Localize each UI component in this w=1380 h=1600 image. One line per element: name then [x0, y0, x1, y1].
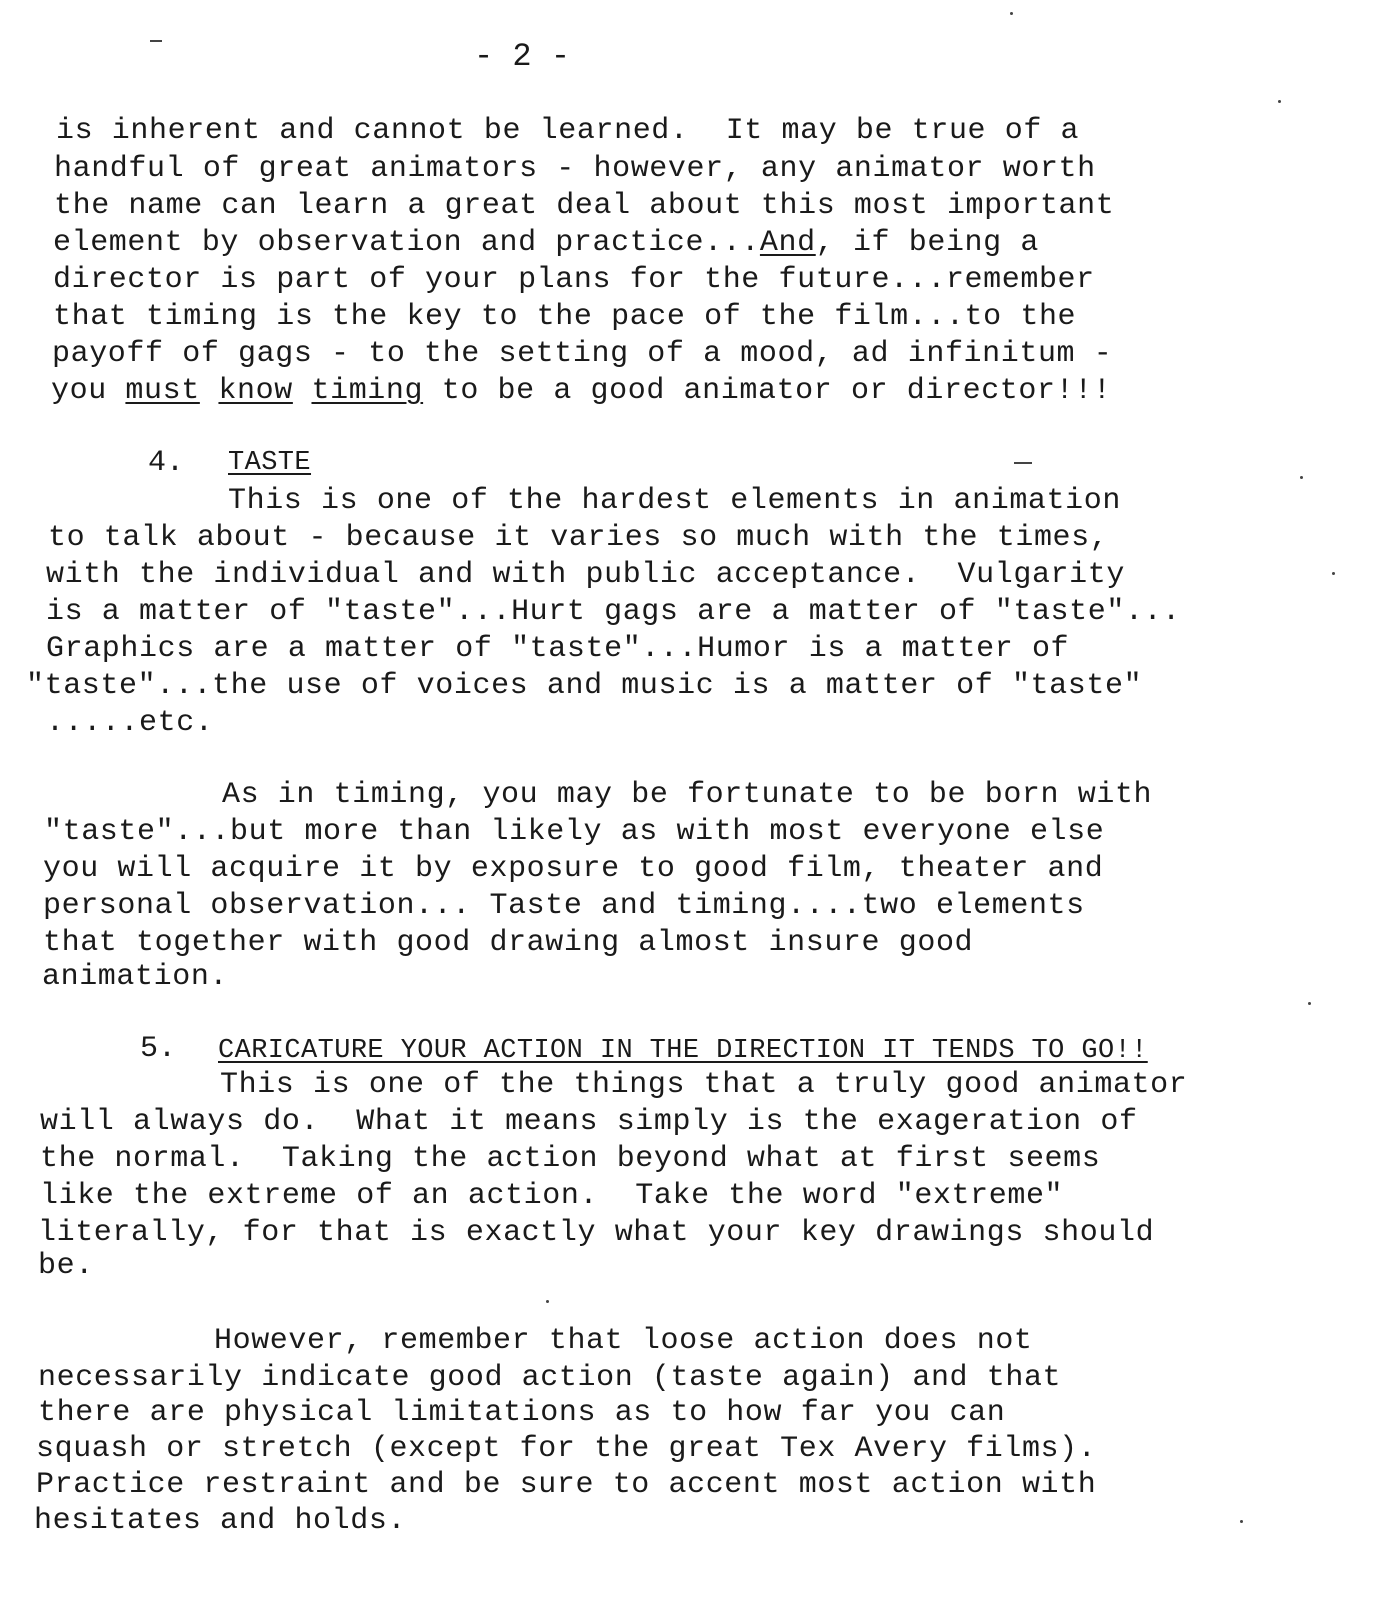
scan-speck	[1332, 572, 1335, 575]
text-line: director is part of your plans for the future...remember	[53, 263, 1095, 297]
text-line: the name can learn a great deal about this most important	[54, 189, 1115, 223]
page-number: - 2 -	[474, 38, 571, 75]
scan-speck	[546, 1300, 549, 1303]
section-heading: TASTE	[228, 448, 312, 478]
text-line: like the extreme of an action. Take the word "extreme"	[40, 1179, 1064, 1213]
text-line: squash or stretch (except for the great Tex Avery films).	[36, 1432, 1097, 1466]
text-line: the normal. Taking the action beyond what at first seems	[40, 1142, 1101, 1176]
text-line: Practice restraint and be sure to accent most action with	[36, 1468, 1097, 1502]
text-fragment: you	[51, 374, 126, 408]
scan-speck	[150, 40, 162, 42]
text-line: you will acquire it by exposure to good film, theater and	[43, 852, 1104, 886]
section-number: 5.	[140, 1032, 177, 1066]
text-line: that timing is the key to the pace of the film...to the	[53, 300, 1077, 334]
underlined-word: know	[218, 374, 293, 408]
text-fragment: , if being a	[815, 226, 1039, 260]
scan-speck	[1300, 476, 1303, 479]
text-line: literally, for that is exactly what your key drawings should	[38, 1216, 1155, 1250]
text-line: payoff of gags - to the setting of a mood, ad infinitum -	[52, 337, 1113, 371]
text-line	[53, 226, 1039, 260]
text-line: handful of great animators - however, any animator worth	[54, 152, 1096, 186]
text-line	[51, 374, 1111, 408]
text-line: is inherent and cannot be learned. It may be true of a	[56, 114, 1080, 148]
text-line: hesitates and holds.	[34, 1504, 407, 1538]
scan-speck	[1014, 462, 1032, 464]
text-line: As in timing, you may be fortunate to be born with	[222, 778, 1153, 812]
text-line: with the individual and with public acceptance. Vulgarity	[46, 558, 1125, 592]
text-line: there are physical limitations as to how far you can	[38, 1396, 1006, 1430]
text-line: This is one of the things that a truly good animator	[220, 1068, 1188, 1102]
text-line: "taste"...but more than likely as with most everyone else	[44, 815, 1105, 849]
text-line: This is one of the hardest elements in animation	[228, 484, 1121, 518]
scan-speck	[1240, 1520, 1243, 1523]
underlined-word: must	[125, 374, 200, 408]
underlined-word: timing	[311, 374, 424, 408]
text-fragment	[200, 374, 219, 408]
text-line: personal observation... Taste and timing....two elements	[43, 889, 1085, 923]
text-line: is a matter of "taste"...Hurt gags are a matter of "taste"...	[46, 595, 1181, 629]
text-line: necessarily indicate good action (taste again) and that	[38, 1361, 1062, 1395]
text-line: will always do. What it means simply is the exageration of	[40, 1105, 1138, 1139]
scan-speck	[1278, 100, 1281, 103]
text-fragment	[293, 374, 312, 408]
text-line: be.	[38, 1249, 94, 1283]
scan-speck	[1010, 12, 1013, 15]
text-line: "taste"...the use of voices and music is a matter of "taste"	[26, 669, 1143, 703]
scan-speck	[1308, 1002, 1311, 1005]
text-line: Graphics are a matter of "taste"...Humor is a matter of	[46, 632, 1070, 666]
section-heading: CARICATURE YOUR ACTION IN THE DIRECTION IT TENDS TO GO!!	[218, 1036, 1148, 1066]
section-number: 4.	[148, 446, 185, 480]
text-fragment: to be a good animator or director!!!	[423, 374, 1112, 408]
text-line: .....etc.	[46, 706, 214, 740]
text-line: to talk about - because it varies so much with the times,	[48, 521, 1109, 555]
underlined-word: And	[759, 226, 816, 260]
text-line: However, remember that loose action does not	[214, 1324, 1033, 1358]
text-line: animation.	[42, 960, 229, 994]
text-fragment: element by observation and practice...	[53, 226, 760, 260]
text-line: that together with good drawing almost insure good	[43, 926, 974, 960]
